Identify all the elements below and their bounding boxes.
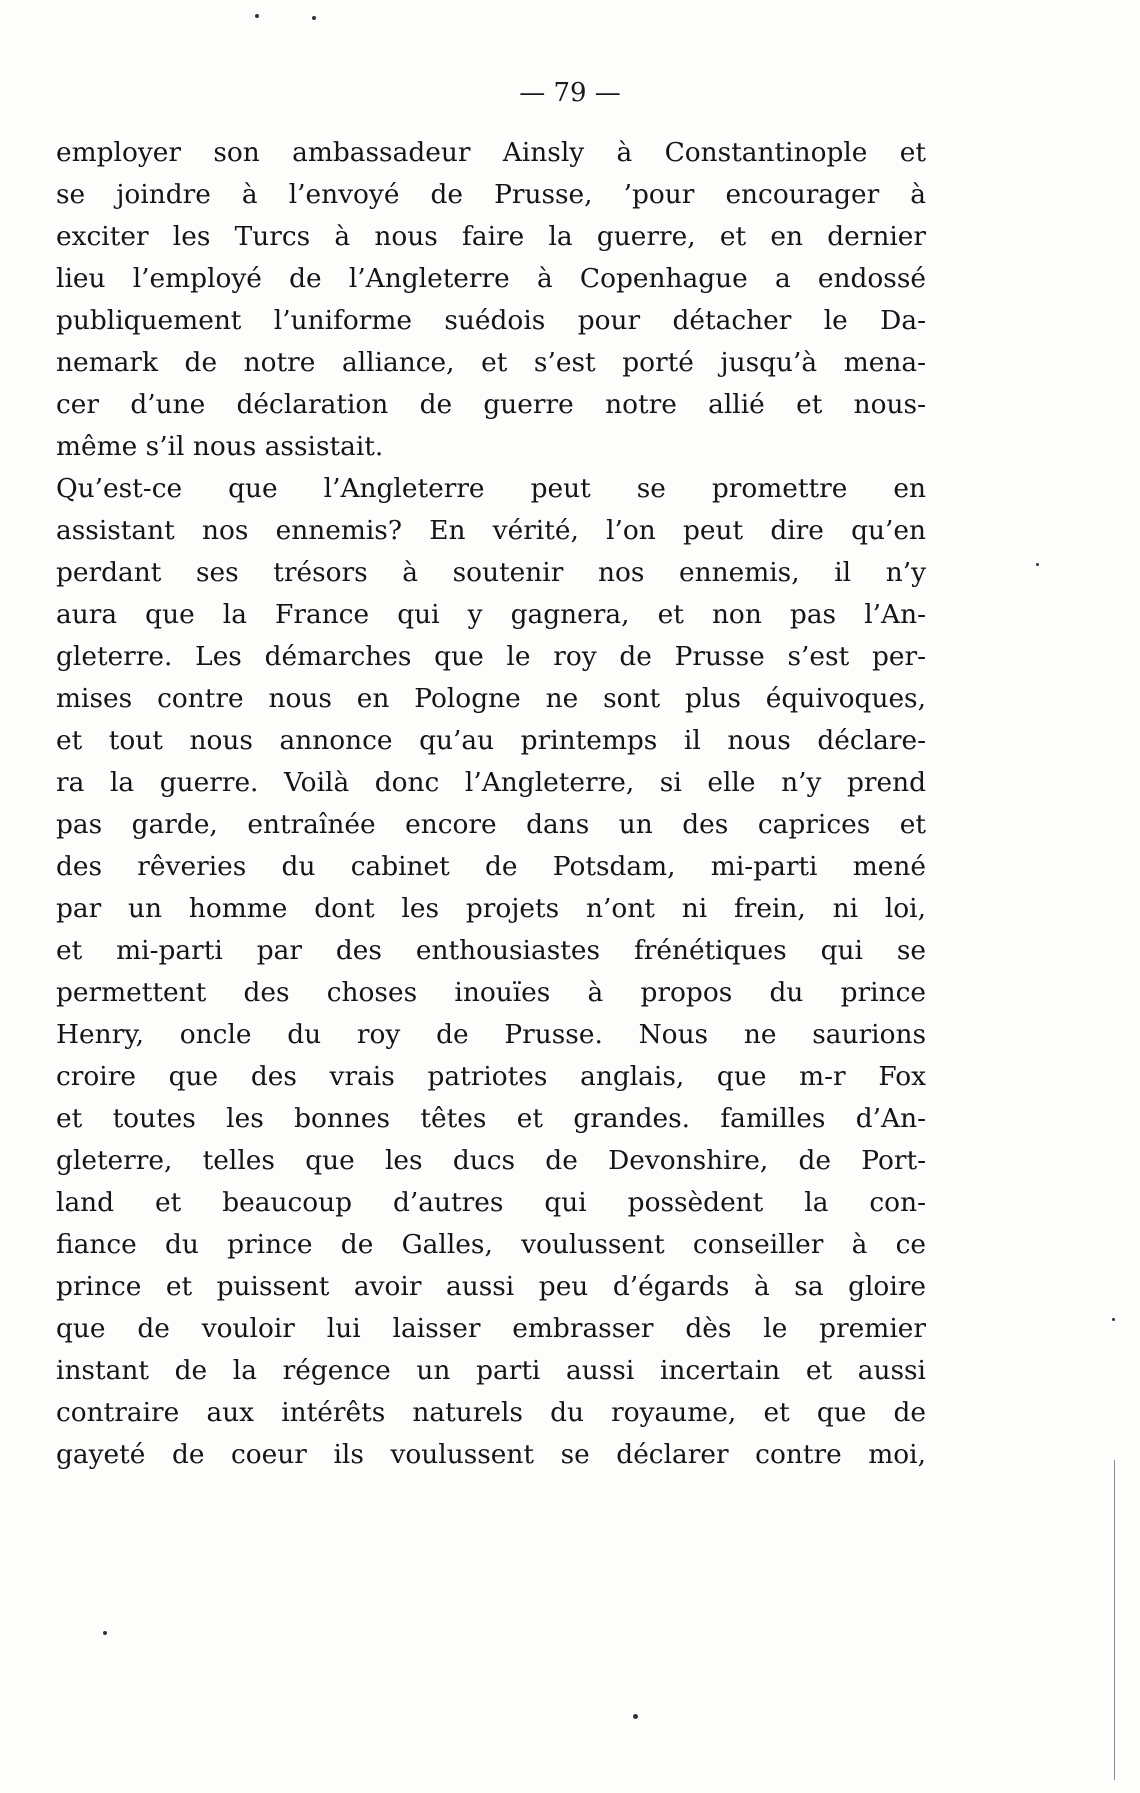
- text-line: Henry, oncle du roy de Prusse. Nous ne saurions: [56, 1019, 926, 1050]
- text-line: Qu’est-ce que l’Angleterre peut se promettre en: [56, 473, 926, 504]
- text-line: instant de la régence un parti aussi incertain et aussi: [56, 1355, 926, 1386]
- text-line: assistant nos ennemis? En vérité, l’on peut dire qu’en: [56, 515, 926, 546]
- scan-speck: [1036, 563, 1039, 566]
- text-line: pas garde, entraînée encore dans un des caprices et: [56, 809, 926, 840]
- scan-speck: [255, 14, 259, 18]
- scan-speck: [312, 16, 316, 20]
- text-line: lieu l’employé de l’Angleterre à Copenhague a endossé: [56, 263, 926, 294]
- body-text: [56, 132, 926, 1476]
- text-line: exciter les Turcs à nous faire la guerre, et en dernier: [56, 221, 926, 252]
- text-line: même s’il nous assistait.: [56, 431, 384, 462]
- text-line: perdant ses trésors à soutenir nos ennemis, il n’y: [56, 557, 926, 588]
- scan-edge-line: [1114, 1460, 1115, 1780]
- text-line: publiquement l’uniforme suédois pour détacher le Da-: [56, 305, 926, 336]
- text-line: gleterre. Les démarches que le roy de Prusse s’est per-: [56, 641, 926, 672]
- text-line: permettent des choses inouïes à propos du prince: [56, 977, 926, 1008]
- text-line: par un homme dont les projets n’ont ni frein, ni loi,: [56, 893, 926, 924]
- text-line: land et beaucoup d’autres qui possèdent la con-: [56, 1187, 926, 1218]
- scan-speck: [633, 1714, 638, 1719]
- text-line: aura que la France qui y gagnera, et non pas l’An-: [56, 599, 926, 630]
- text-line: nemark de notre alliance, et s’est porté jusqu’à mena-: [56, 347, 926, 378]
- page-number: — 79 —: [519, 78, 621, 108]
- scan-speck: [103, 1631, 107, 1635]
- text-line: employer son ambassadeur Ainsly à Constantinople et: [56, 137, 926, 168]
- text-line: se joindre à l’envoyé de Prusse, ’pour encourager à: [56, 179, 926, 210]
- text-line: contraire aux intérêts naturels du royaume, et que de: [56, 1397, 926, 1428]
- text-line: gayeté de coeur ils voulussent se déclarer contre moi,: [56, 1439, 926, 1470]
- text-line: des rêveries du cabinet de Potsdam, mi-parti mené: [56, 851, 926, 882]
- text-line: fiance du prince de Galles, voulussent conseiller à ce: [56, 1229, 926, 1260]
- text-line: croire que des vrais patriotes anglais, que m-r Fox: [56, 1061, 926, 1092]
- text-line: mises contre nous en Pologne ne sont plus équivoques,: [56, 683, 926, 714]
- text-line: et mi-parti par des enthousiastes frénétiques qui se: [56, 935, 926, 966]
- text-line: ra la guerre. Voilà donc l’Angleterre, si elle n’y prend: [56, 767, 926, 798]
- text-line: et toutes les bonnes têtes et grandes. familles d’An-: [56, 1103, 926, 1134]
- text-line: cer d’une déclaration de guerre notre allié et nous-: [56, 389, 926, 420]
- text-line: et tout nous annonce qu’au printemps il nous déclare-: [56, 725, 926, 756]
- scan-speck: [1112, 1318, 1115, 1321]
- text-line: que de vouloir lui laisser embrasser dès le premier: [56, 1313, 926, 1344]
- text-line: gleterre, telles que les ducs de Devonshire, de Port-: [56, 1145, 926, 1176]
- text-line: prince et puissent avoir aussi peu d’égards à sa gloire: [56, 1271, 926, 1302]
